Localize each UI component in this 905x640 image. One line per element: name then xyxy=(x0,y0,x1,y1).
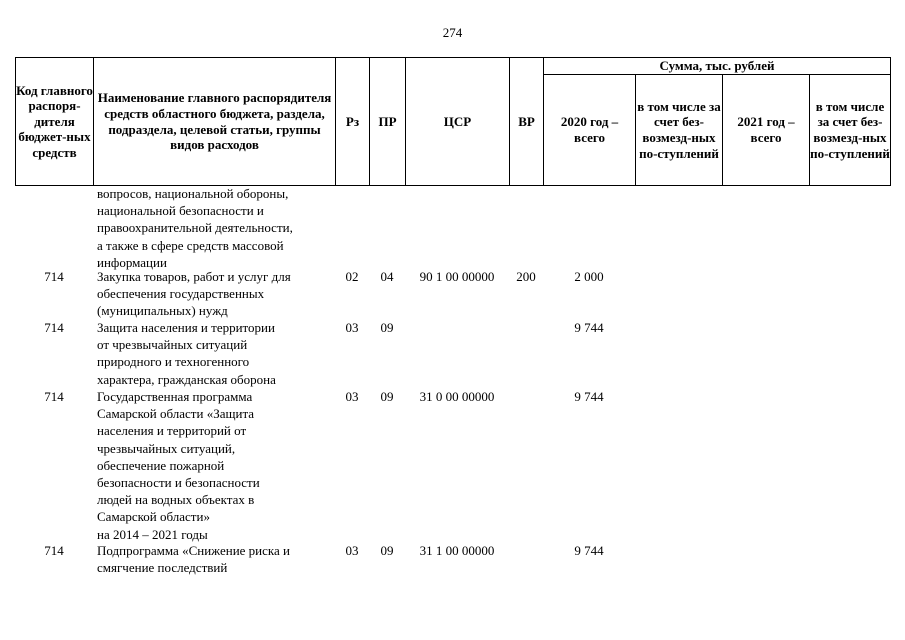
row-pr-cell: 04 xyxy=(380,269,394,284)
row-name-line: обеспечения государственных xyxy=(97,286,265,302)
row-name-line: природного и техногенного xyxy=(97,354,250,370)
row-name-line: смягчение последствий xyxy=(97,560,228,576)
row-name-line: характера, гражданская оборона xyxy=(97,371,276,387)
row-y2020-cell: 9 744 xyxy=(574,320,604,335)
row-name-line: Государственная программа xyxy=(97,389,253,404)
row-name-line: от чрезвычайных ситуаций xyxy=(97,337,248,353)
row-name-line: информации xyxy=(97,254,167,270)
header-csr: ЦСР xyxy=(406,58,510,186)
header-vr: ВР xyxy=(510,58,544,186)
row-rz-cell: 03 xyxy=(345,389,359,404)
row-rz-cell: 03 xyxy=(345,543,359,558)
row-code-cell: 714 xyxy=(44,269,64,284)
table-header xyxy=(15,57,891,186)
header-pr: ПР xyxy=(370,58,406,186)
row-y2020-cell: 2 000 xyxy=(574,269,604,284)
row-name-line: национальной безопасности и xyxy=(97,203,264,219)
row-name-line: чрезвычайных ситуаций, xyxy=(97,440,236,456)
header-name: Наименование главного распорядителя средств областного бюджета, раздела, подраздела, целевой статьи, группы видов расходов xyxy=(94,58,336,186)
row-name-line: населения и территорий от xyxy=(97,423,247,439)
row-name-line: Самарской области» xyxy=(97,509,210,525)
row-code-cell: 714 xyxy=(44,389,64,404)
row-name-line: (муниципальных) нужд xyxy=(97,303,228,319)
row-y2020-cell: 9 744 xyxy=(574,389,604,404)
row-code-cell: 714 xyxy=(44,543,64,558)
header-2021-free: в том числе за счет без-возмезд-ных по-ступлений xyxy=(810,75,891,186)
row-name-line: на 2014 – 2021 годы xyxy=(97,526,208,542)
row-rz-cell: 02 xyxy=(345,269,359,284)
header-sum: Сумма, тыс. рублей xyxy=(544,58,891,75)
row-y2020-cell: 9 744 xyxy=(574,543,604,558)
header-2020-free: в том числе за счет без-возмезд-ных по-ступлений xyxy=(636,75,723,186)
row-name-line: правоохранительной деятельности, xyxy=(97,220,293,236)
row-pr-cell: 09 xyxy=(380,389,394,404)
row-name-line: Подпрограмма «Снижение риска и xyxy=(97,543,290,558)
row-name-line: людей на водных объектах в xyxy=(97,492,255,508)
row-csr-cell: 31 0 00 00000 xyxy=(419,389,495,404)
row-name-line: безопасности и безопасности xyxy=(97,475,260,490)
row-name-line: а также в сфере средств массовой xyxy=(97,237,284,253)
header-code: Код главного распоря-дителя бюджет-ных средств xyxy=(16,58,94,186)
header-2020-total: 2020 год – всего xyxy=(544,75,636,186)
row-name-line: Самарской области «Защита xyxy=(97,406,255,422)
row-code-cell: 714 xyxy=(44,320,64,335)
row-pr-cell: 09 xyxy=(380,320,394,335)
row-rz-cell: 03 xyxy=(345,320,359,335)
row-name-line: вопросов, национальной обороны, xyxy=(97,186,289,201)
row-pr-cell: 09 xyxy=(380,543,394,558)
row-csr-cell: 31 1 00 00000 xyxy=(419,543,495,558)
page-number: 274 xyxy=(442,25,463,40)
header-rz: Рз xyxy=(336,58,370,186)
row-vr-cell: 200 xyxy=(516,269,536,284)
row-name-line: Закупка товаров, работ и услуг для xyxy=(97,269,291,284)
header-2021-total: 2021 год – всего xyxy=(723,75,810,186)
row-csr-cell: 90 1 00 00000 xyxy=(419,269,495,284)
row-name-line: обеспечение пожарной xyxy=(97,457,225,473)
row-name-line: Защита населения и территории xyxy=(97,320,275,335)
